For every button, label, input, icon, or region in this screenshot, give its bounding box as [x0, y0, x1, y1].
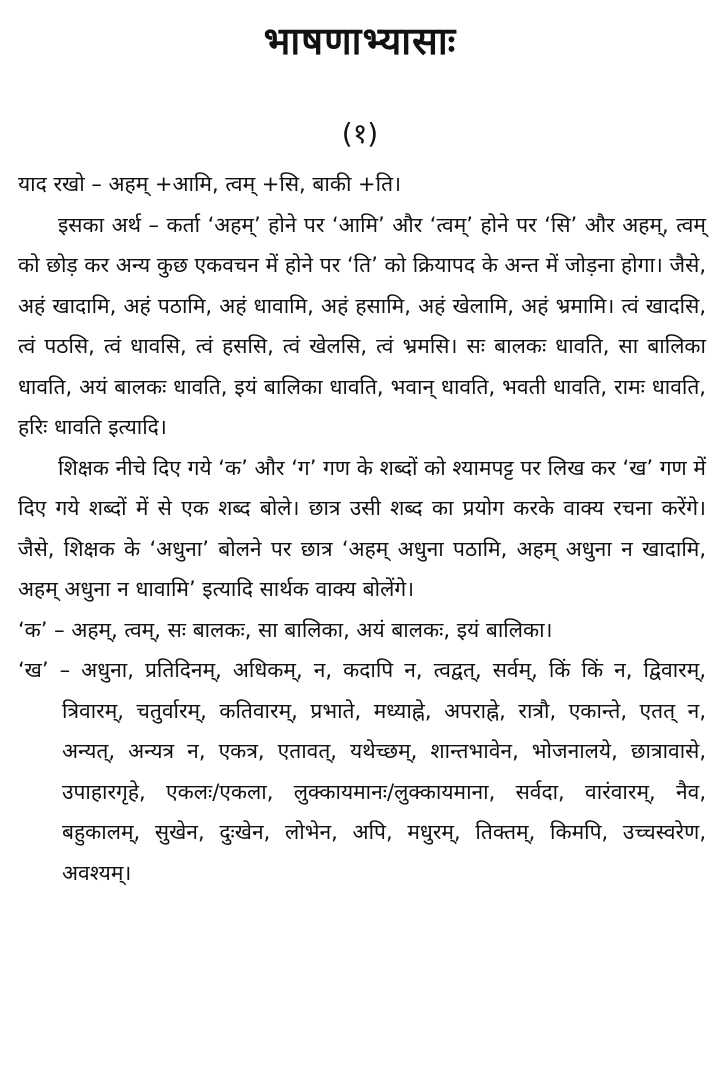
instruction-paragraph: शिक्षक नीचे दिए गये ‘क’ और ‘ग’ गण के शब्दों को श्यामपट्ट पर लिख कर ‘ख’ गण में दिए गये शब्दों में से एक शब्द बोले। छात्र उसी शब्द का प्रयोग करके वाक्य रचना करेंगे। जैसे, शिक्षक के ‘अधुना’ बोलने पर छात्र ‘अहम् अधुना पठामि, अहम् अधुना न खादामि, अहम् अधुना न धावामि’ इत्यादि सार्थक वाक्य बोलेंगे। [18, 455, 706, 601]
section-number: (१) [341, 117, 379, 150]
lesson-body [18, 164, 706, 893]
page-title: भाषणाभ्यासाः [263, 19, 457, 63]
rule-paragraph: याद रखो – अहम् +आमि, त्वम् +सि, बाकी +ति। [18, 172, 402, 196]
group-ka-list: ‘क’ – अहम्, त्वम्, सः बालकः, सा बालिका, अयं बालकः, इयं बालिका। [18, 617, 553, 642]
group-kha-list: ‘ख’ – अधुना, प्रतिदिनम्, अधिकम्, न, कदापि न, त्वद्वत्, सर्वम्, किं किं न, द्विवारम्, त्रिवारम्, चतुर्वारम्, कतिवारम्, प्रभाते, मध्याह्ने, अपराह्ने, रात्रौ, एकान्ते, एतत् न, अन्यत्, अन्यत्र न, एकत्र, एतावत्, यथेच्छम्, शान्तभावेन, भोजनालये, छात्रावासे, उपाहारगृहे, एकलः/एकला, लुक्कायमानः/लुक्कायमाना, सर्वदा, वारंवारम्, नैव, बहुकालम्, सुखेन, दुःखेन, लोभेन, अपि, मधुरम्, तिक्तम्, किमपि, उच्चस्वरेण, अवश्यम्। [18, 658, 706, 885]
explanation-paragraph: इसका अर्थ – कर्ता ‘अहम्’ होने पर ‘आमि’ और ‘त्वम्’ होने पर ‘सि’ और अहम्, त्वम् को छोड़ कर अन्य कुछ एकवचन में होने पर ‘ति’ को क्रियापद के अन्त में जोड़ना होगा। जैसे, अहं खादामि, अहं पठामि, अहं धावामि, अहं हसामि, अहं खेलामि, अहं भ्रमामि। त्वं खादसि, त्वं पठसि, त्वं धावसि, त्वं हससि, त्वं खेलसि, त्वं भ्रमसि। सः बालकः धावति, सा बालिका धावति, अयं बालकः धावति, इयं बालिका धावति, भवान् धावति, भवती धावति, रामः धावति, हरिः धावति इत्यादि। [18, 212, 706, 439]
